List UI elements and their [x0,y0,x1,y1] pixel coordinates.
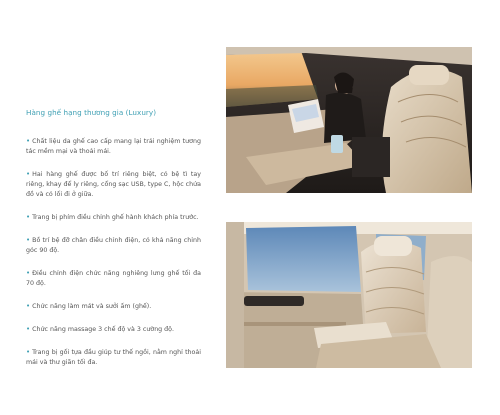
list-item [26,136,201,157]
list-item [26,235,201,256]
bullet-icon: • [26,170,31,178]
bullet-text: Chất liệu da ghế cao cấp mang lại trải nghiệm tương tác mềm mại và thoải mái. [26,138,201,155]
bullet-text: Chức năng làm mát và sưởi ấm (ghế). [32,303,152,310]
section-heading: Hàng ghế hạng thương gia (Luxury) [26,108,157,117]
bullet-icon: • [26,213,31,221]
bullet-icon: • [26,325,31,333]
list-item [26,212,201,223]
bullet-icon: • [26,348,31,356]
bullet-text: Điều chỉnh điện chức năng nghiêng lưng ghế tối đa 70 độ. [26,270,201,287]
bullet-icon: • [26,137,31,145]
bullet-icon: • [26,269,31,277]
list-item [26,324,201,335]
feature-list [26,136,201,368]
list-item [26,169,201,200]
bullet-text: Trang bị gối tựa đầu giúp tư thế ngồi, nằm nghỉ thoải mái và thư giãn tối đa. [26,349,201,366]
captain-seats-interior-photo [226,222,472,368]
bullet-icon: • [26,236,31,244]
feature-text-column [26,108,201,380]
bullet-icon: • [26,302,31,310]
list-item [26,268,201,289]
bullet-text: Trang bị phím điều chỉnh ghế hành khách phía trước. [32,214,199,221]
bullet-text: Bồ trí bệ đỡ chân điều chỉnh điện, có khả năng chỉnh góc 90 độ. [26,237,201,254]
list-item [26,301,201,312]
bullet-text: Hai hàng ghế được bố trí riêng biệt, có bệ tì tay riêng, khay để ly riêng, cổng sạc USB, type C, hộc chứa đồ và có lối đi ở giữa. [26,171,201,198]
woman-reading-in-rear-seat-photo [226,47,472,193]
list-item [26,347,201,368]
bullet-text: Chức năng massage 3 chế độ và 3 cường độ. [32,326,175,333]
